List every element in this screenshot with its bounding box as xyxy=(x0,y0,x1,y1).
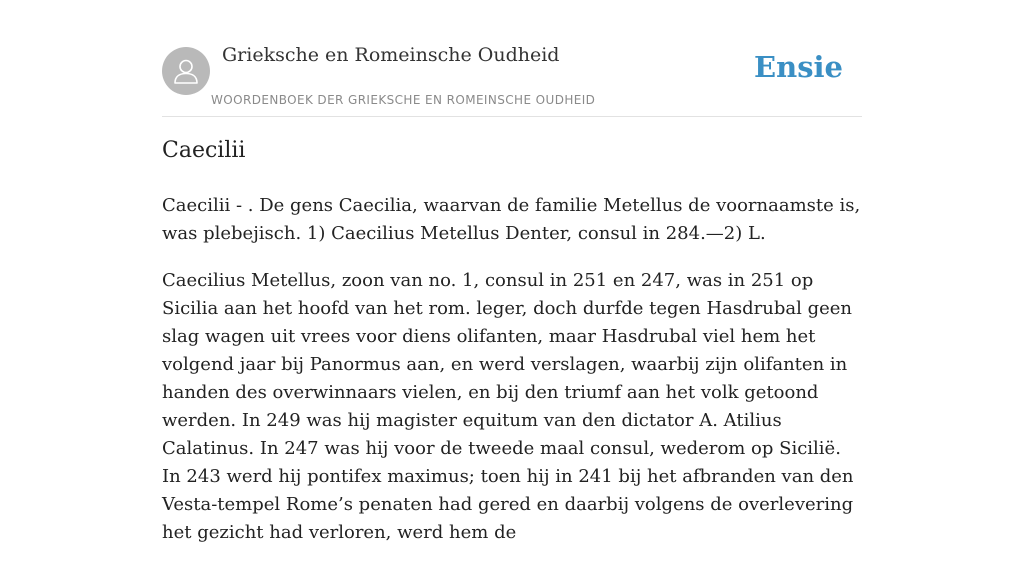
page-title: Caecilii xyxy=(162,138,246,163)
content-container xyxy=(162,0,862,543)
brand-logo[interactable]: Ensie xyxy=(754,50,843,84)
user-icon xyxy=(171,56,201,86)
site-header xyxy=(162,0,862,117)
entry-paragraph: Caecilius Metellus, zoon van no. 1, consul in 251 en 247, was in 251 op Sicilia aan het hoofd van het rom. leger, doch durfde tegen Hasdrubal geen slag wagen uit vrees voor diens olifanten, maar Hasdrubal viel hem het volgend jaar bij Panormus aan, en werd verslagen, waarbij zijn olifanten in handen des overwinnaars vielen, en bij den triumf aan het volk getoond werden. In 249 was hij magister equitum van den dictator A. Atilius Calatinus. In 247 was hij voor de tweede maal consul, wederom op Sicilië. In 243 werd hij pontifex maximus; toen hij in 241 bij het afbranden van den Vesta-tempel Rome’s penaten had gered en daarbij volgens de overlevering het gezicht had verloren, werd hem de xyxy=(162,270,854,543)
entry-body xyxy=(162,192,862,566)
site-title[interactable]: Grieksche en Romeinsche Oudheid xyxy=(222,44,560,66)
avatar[interactable] xyxy=(162,47,210,95)
site-subtitle[interactable]: WOORDENBOEK DER GRIEKSCHE EN ROMEINSCHE OUDHEID xyxy=(211,93,596,107)
entry-paragraph: Caecilii - . De gens Caecilia, waarvan de familie Metellus de voornaamste is, was plebejisch. 1) Caecilius Metellus Denter, consul in 284.—2) L. xyxy=(162,195,861,244)
